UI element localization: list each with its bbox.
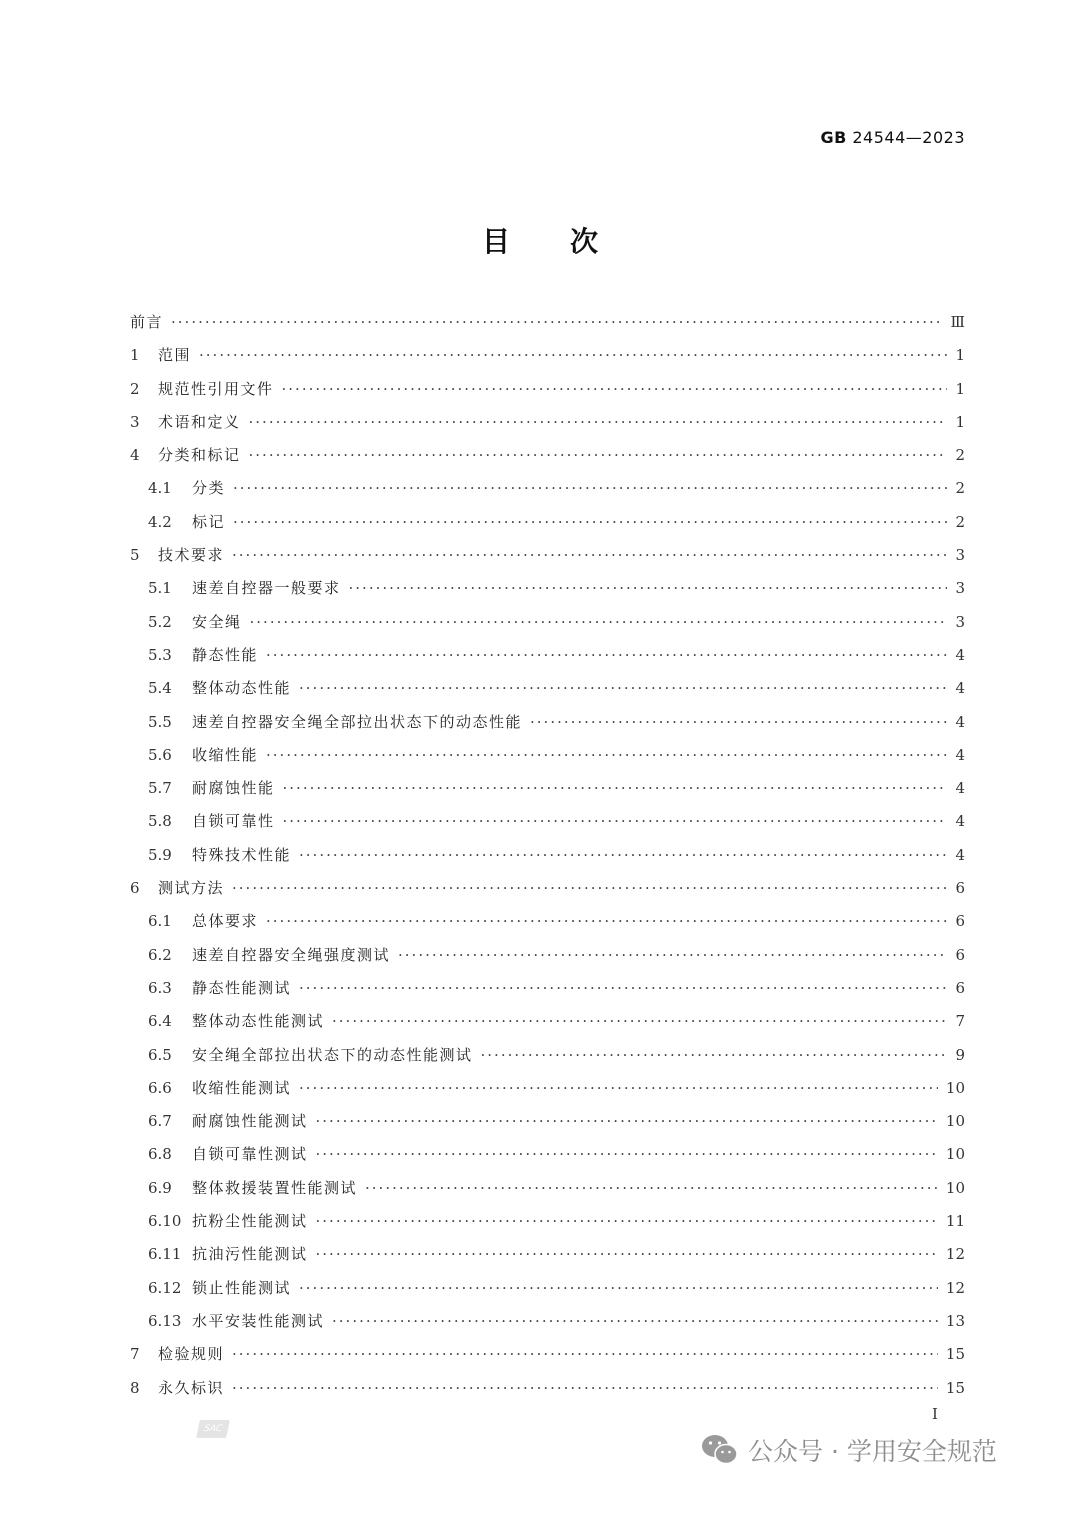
standard-code	[820, 128, 965, 147]
toc-entry-label: 抗油污性能测试	[192, 1245, 308, 1264]
toc-entry-number: 4.2	[148, 512, 172, 531]
toc-entry-label: 整体动态性能测试	[192, 1012, 325, 1031]
toc-entry-number: 5.4	[148, 679, 172, 698]
toc-entry-label: 自锁可靠性测试	[192, 1145, 308, 1164]
toc-entry-label: 速差自控器一般要求	[192, 579, 341, 598]
standard-code-prefix: GB	[820, 128, 847, 147]
toc-entry	[130, 1338, 965, 1371]
toc-entry-label: 分类和标记	[158, 446, 241, 465]
toc-entry	[130, 306, 965, 339]
toc-leader-dots	[232, 539, 947, 572]
toc-leader-dots	[171, 306, 943, 339]
toc-entry	[130, 539, 965, 572]
standard-code-number: 24544—2023	[852, 128, 965, 147]
page-number: I	[932, 1405, 938, 1423]
toc-entry-page: 3	[955, 579, 965, 598]
toc-entry-number: 6.1	[148, 912, 172, 931]
toc-entry-label: 测试方法	[158, 879, 225, 898]
toc-entry-page: 2	[955, 479, 965, 498]
toc-entry-page: 3	[955, 612, 965, 631]
toc-entry-number: 6.12	[148, 1278, 182, 1297]
toc-entry-page: 12	[945, 1278, 965, 1297]
toc-leader-dots	[299, 672, 947, 705]
toc-leader-dots	[232, 872, 947, 905]
toc-leader-dots	[299, 1072, 938, 1105]
table-of-contents	[130, 306, 965, 1405]
toc-entry-label: 术语和定义	[158, 412, 241, 431]
toc-entry-number: 6.6	[148, 1078, 172, 1097]
toc-entry-page: Ⅲ	[950, 313, 965, 331]
toc-entry-number: 4	[130, 446, 140, 465]
toc-entry	[130, 905, 965, 938]
toc-entry-number: 6.3	[148, 978, 172, 997]
toc-entry	[130, 1172, 965, 1205]
toc-leader-dots	[283, 805, 947, 838]
toc-leader-dots	[398, 939, 947, 972]
toc-entry-number: 6.2	[148, 945, 172, 964]
toc-entry	[130, 1372, 965, 1405]
toc-leader-dots	[299, 972, 947, 1005]
toc-entry-page: 10	[945, 1078, 965, 1097]
toc-entry	[130, 805, 965, 838]
toc-leader-dots	[316, 1238, 938, 1271]
toc-entry-label: 耐腐蚀性能	[192, 779, 275, 798]
toc-entry	[130, 506, 965, 539]
toc-leader-dots	[199, 339, 947, 372]
toc-entry-page: 13	[945, 1311, 965, 1330]
toc-entry-label: 永久标识	[158, 1378, 225, 1397]
toc-leader-dots	[266, 905, 947, 938]
toc-entry-label: 检验规则	[158, 1345, 225, 1364]
toc-entry-label: 自锁可靠性	[192, 812, 275, 831]
toc-entry-number: 6	[130, 879, 140, 898]
toc-entry-label: 标记	[192, 512, 226, 531]
toc-leader-dots	[349, 572, 947, 605]
toc-leader-dots	[481, 1039, 947, 1072]
toc-leader-dots	[316, 1205, 938, 1238]
toc-entry	[130, 1238, 965, 1271]
toc-leader-dots	[250, 606, 947, 639]
toc-leader-dots	[249, 406, 947, 439]
toc-entry-label: 总体要求	[192, 912, 259, 931]
toc-entry	[130, 606, 965, 639]
toc-entry-number: 6.8	[148, 1145, 172, 1164]
toc-leader-dots	[316, 1105, 938, 1138]
toc-leader-dots	[299, 1272, 938, 1305]
toc-entry-number: 6.7	[148, 1112, 172, 1131]
toc-entry-number: 5.2	[148, 612, 172, 631]
toc-entry-number: 5.1	[148, 579, 172, 598]
toc-entry-page: 4	[955, 679, 965, 698]
toc-entry	[130, 1138, 965, 1171]
toc-entry-page: 2	[955, 446, 965, 465]
toc-entry-label: 耐腐蚀性能测试	[192, 1112, 308, 1131]
page-title: 目次	[481, 225, 658, 258]
toc-entry-number: 6.4	[148, 1012, 172, 1031]
toc-leader-dots	[530, 706, 947, 739]
toc-entry-page: 7	[955, 1012, 965, 1031]
toc-leader-dots	[266, 739, 947, 772]
wechat-icon	[700, 1433, 740, 1467]
toc-entry-number: 5.5	[148, 712, 172, 731]
toc-entry-number: 5.8	[148, 812, 172, 831]
watermark-text: 公众号 · 学用安全规范	[748, 1437, 997, 1466]
toc-entry-label: 收缩性能测试	[192, 1078, 292, 1097]
toc-entry-page: 2	[955, 512, 965, 531]
toc-entry	[130, 1205, 965, 1238]
toc-entry	[130, 1039, 965, 1072]
toc-entry	[130, 472, 965, 505]
toc-entry	[130, 706, 965, 739]
toc-entry-page: 4	[955, 812, 965, 831]
toc-entry-page: 4	[955, 779, 965, 798]
watermark	[700, 1432, 997, 1468]
toc-entry-page: 6	[955, 879, 965, 898]
toc-entry-label: 收缩性能	[192, 745, 259, 764]
toc-entry	[130, 1105, 965, 1138]
toc-entry-label: 水平安装性能测试	[192, 1311, 325, 1330]
toc-entry-page: 10	[945, 1178, 965, 1197]
toc-leader-dots	[233, 506, 947, 539]
toc-entry-label: 安全绳全部拉出状态下的动态性能测试	[192, 1045, 473, 1064]
toc-entry-page: 4	[955, 712, 965, 731]
toc-entry	[130, 639, 965, 672]
toc-entry-page: 4	[955, 845, 965, 864]
toc-entry-page: 1	[955, 412, 965, 431]
toc-entry-page: 4	[955, 745, 965, 764]
toc-leader-dots	[365, 1172, 938, 1205]
toc-entry-number: 6.9	[148, 1178, 172, 1197]
toc-entry	[130, 1072, 965, 1105]
toc-entry-label: 速差自控器安全绳强度测试	[192, 945, 391, 964]
toc-leader-dots	[299, 839, 947, 872]
toc-entry-number: 5	[130, 546, 140, 565]
toc-entry-number: 5.6	[148, 745, 172, 764]
toc-leader-dots	[266, 639, 947, 672]
toc-leader-dots	[232, 1338, 938, 1371]
toc-entry	[130, 373, 965, 406]
toc-leader-dots	[282, 373, 947, 406]
toc-leader-dots	[332, 1005, 947, 1038]
toc-entry-label: 静态性能	[192, 645, 259, 664]
toc-entry	[130, 339, 965, 372]
toc-entry-page: 9	[955, 1045, 965, 1064]
toc-entry-number: 3	[130, 412, 140, 431]
toc-entry-page: 4	[955, 645, 965, 664]
toc-entry-label: 规范性引用文件	[158, 379, 274, 398]
toc-entry-label: 锁止性能测试	[192, 1278, 292, 1297]
toc-entry	[130, 406, 965, 439]
toc-entry-page: 15	[945, 1345, 965, 1364]
toc-entry-label: 抗粉尘性能测试	[192, 1212, 308, 1231]
toc-entry-label: 整体救援装置性能测试	[192, 1178, 358, 1197]
toc-entry-label: 静态性能测试	[192, 978, 292, 997]
toc-entry-label: 分类	[192, 479, 226, 498]
toc-entry-label: 速差自控器安全绳全部拉出状态下的动态性能	[192, 712, 523, 731]
toc-entry-page: 12	[945, 1245, 965, 1264]
toc-entry-number: 4.1	[148, 479, 172, 498]
toc-entry	[130, 439, 965, 472]
toc-entry-page: 3	[955, 546, 965, 565]
sac-stamp-logo: SAC	[196, 1420, 230, 1438]
toc-leader-dots	[232, 1372, 938, 1405]
toc-entry	[130, 772, 965, 805]
toc-entry-label: 前言	[130, 313, 164, 331]
toc-entry-label: 安全绳	[192, 612, 242, 631]
toc-entry-number: 2	[130, 379, 140, 398]
toc-entry-number: 6.11	[148, 1245, 182, 1264]
toc-entry	[130, 1005, 965, 1038]
toc-entry-label: 特殊技术性能	[192, 845, 292, 864]
toc-entry-number: 5.7	[148, 779, 172, 798]
toc-entry	[130, 839, 965, 872]
toc-leader-dots	[233, 472, 947, 505]
toc-entry-page: 10	[945, 1112, 965, 1131]
toc-entry-page: 6	[955, 945, 965, 964]
toc-entry	[130, 939, 965, 972]
toc-entry	[130, 739, 965, 772]
toc-entry	[130, 1272, 965, 1305]
toc-entry-number: 1	[130, 346, 140, 365]
toc-entry-page: 6	[955, 978, 965, 997]
toc-leader-dots	[283, 772, 947, 805]
toc-leader-dots	[249, 439, 947, 472]
toc-entry-label: 范围	[158, 346, 192, 365]
toc-entry-page: 15	[945, 1378, 965, 1397]
toc-entry	[130, 572, 965, 605]
toc-entry-page: 1	[955, 379, 965, 398]
toc-entry-number: 5.3	[148, 645, 172, 664]
toc-entry-label: 技术要求	[158, 546, 225, 565]
toc-leader-dots	[316, 1138, 938, 1171]
toc-entry	[130, 672, 965, 705]
toc-entry-number: 7	[130, 1345, 140, 1364]
toc-entry-number: 6.10	[148, 1212, 182, 1231]
toc-leader-dots	[332, 1305, 938, 1338]
toc-entry-page: 10	[945, 1145, 965, 1164]
toc-entry	[130, 1305, 965, 1338]
toc-entry	[130, 872, 965, 905]
toc-entry	[130, 972, 965, 1005]
toc-entry-page: 1	[955, 346, 965, 365]
toc-entry-label: 整体动态性能	[192, 679, 292, 698]
toc-entry-page: 6	[955, 912, 965, 931]
toc-entry-number: 5.9	[148, 845, 172, 864]
toc-entry-number: 8	[130, 1378, 140, 1397]
toc-entry-number: 6.5	[148, 1045, 172, 1064]
toc-entry-page: 11	[945, 1212, 965, 1231]
toc-entry-number: 6.13	[148, 1311, 182, 1330]
